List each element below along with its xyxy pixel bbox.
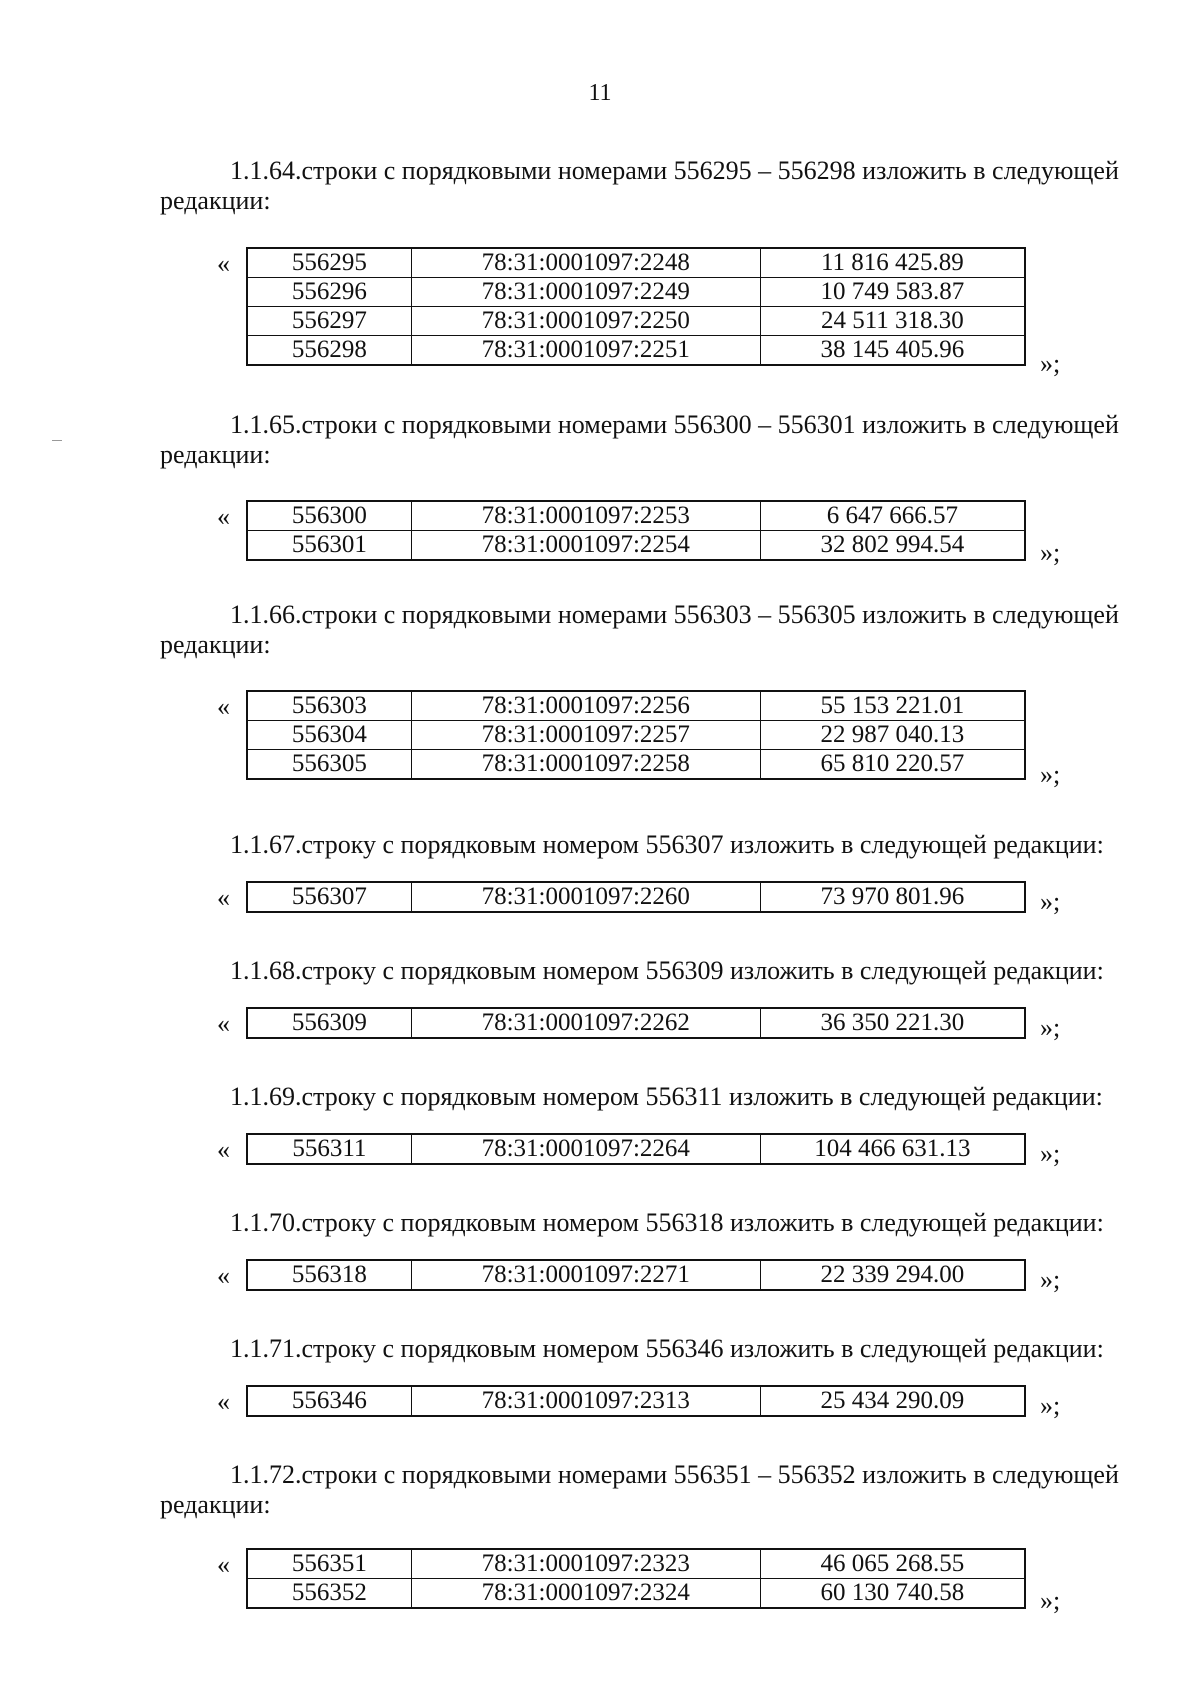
row-number-cell: 556297 [247,307,411,336]
clause-text: строку с порядковым номером 556318 изложить в следующей редакции: [301,1208,1104,1237]
value-cell: 6 647 666.57 [760,501,1025,531]
table-row [247,1134,1025,1164]
cadastral-number-cell: 78:31:0001097:2324 [411,1579,760,1609]
row-number-cell: 556318 [247,1260,411,1290]
clause-text-continued: редакции: [160,1490,271,1519]
quote-open: « [217,249,230,278]
quote-close: »; [1040,538,1061,567]
quote-open: « [217,1135,230,1164]
cadastral-number-cell: 78:31:0001097:2313 [411,1386,760,1416]
amendment-text [160,830,1142,860]
quote-close: »; [1040,1391,1061,1420]
value-cell: 22 987 040.13 [760,721,1025,750]
value-cell: 25 434 290.09 [760,1386,1025,1416]
replacement-rows-table [246,881,1026,913]
value-cell: 104 466 631.13 [760,1134,1025,1164]
value-cell: 38 145 405.96 [760,336,1025,366]
table-row [247,1008,1025,1038]
row-number-cell: 556300 [247,501,411,531]
quote-close: »; [1040,349,1061,378]
value-cell: 65 810 220.57 [760,750,1025,780]
clause-number: 1.1.67. [230,830,302,859]
amendment-text [160,1334,1142,1364]
cadastral-number-cell: 78:31:0001097:2253 [411,501,760,531]
value-cell: 10 749 583.87 [760,278,1025,307]
row-number-cell: 556298 [247,336,411,366]
cadastral-number-cell: 78:31:0001097:2250 [411,307,760,336]
table-row [247,750,1025,780]
amendment-text [160,956,1142,986]
clause-text: строку с порядковым номером 556346 изложить в следующей редакции: [301,1334,1104,1363]
replacement-rows-table [246,500,1026,561]
quote-open: « [217,1387,230,1416]
clause-text: строки с порядковыми номерами 556303 – 556305 изложить в следующей [301,600,1119,629]
replacement-rows-table [246,1548,1026,1609]
amendment-text [160,410,1142,470]
cadastral-number-cell: 78:31:0001097:2249 [411,278,760,307]
cadastral-number-cell: 78:31:0001097:2256 [411,691,760,721]
row-number-cell: 556303 [247,691,411,721]
table-row [247,248,1025,278]
quote-close: »; [1040,1139,1061,1168]
amendment-text [160,156,1142,216]
cadastral-number-cell: 78:31:0001097:2254 [411,531,760,561]
replacement-rows-table [246,1133,1026,1165]
row-number-cell: 556295 [247,248,411,278]
row-number-cell: 556301 [247,531,411,561]
cadastral-number-cell: 78:31:0001097:2323 [411,1549,760,1579]
quote-open: « [217,883,230,912]
clause-text: строку с порядковым номером 556309 изложить в следующей редакции: [301,956,1104,985]
quote-close: »; [1040,1013,1061,1042]
value-cell: 55 153 221.01 [760,691,1025,721]
table-row [247,501,1025,531]
cadastral-number-cell: 78:31:0001097:2262 [411,1008,760,1038]
row-number-cell: 556307 [247,882,411,912]
clause-number: 1.1.70. [230,1208,302,1237]
amendment-text [160,1208,1142,1238]
quote-open: « [217,502,230,531]
table-row [247,1260,1025,1290]
clause-text-continued: редакции: [160,440,271,469]
clause-text: строки с порядковыми номерами 556300 – 556301 изложить в следующей [301,410,1119,439]
quote-close: »; [1040,887,1061,916]
replacement-rows-table [246,1007,1026,1039]
cadastral-number-cell: 78:31:0001097:2257 [411,721,760,750]
amendment-text [160,1460,1142,1520]
amendment-text [160,600,1142,660]
row-number-cell: 556296 [247,278,411,307]
clause-text-continued: редакции: [160,186,271,215]
clause-text: строки с порядковыми номерами 556295 – 556298 изложить в следующей [301,156,1119,185]
cadastral-number-cell: 78:31:0001097:2264 [411,1134,760,1164]
cadastral-number-cell: 78:31:0001097:2271 [411,1260,760,1290]
clause-number: 1.1.69. [230,1082,302,1111]
value-cell: 22 339 294.00 [760,1260,1025,1290]
row-number-cell: 556351 [247,1549,411,1579]
value-cell: 60 130 740.58 [760,1579,1025,1609]
clause-number: 1.1.65. [230,410,302,439]
table-row [247,307,1025,336]
replacement-rows-table [246,247,1026,366]
row-number-cell: 556346 [247,1386,411,1416]
clause-number: 1.1.66. [230,600,302,629]
replacement-rows-table [246,690,1026,780]
row-number-cell: 556311 [247,1134,411,1164]
cadastral-number-cell: 78:31:0001097:2258 [411,750,760,780]
table-row [247,336,1025,366]
amendment-text [160,1082,1142,1112]
table-row [247,531,1025,561]
quote-close: »; [1040,760,1061,789]
row-number-cell: 556352 [247,1579,411,1609]
table-row [247,882,1025,912]
value-cell: 32 802 994.54 [760,531,1025,561]
clause-text-continued: редакции: [160,630,271,659]
table-row [247,278,1025,307]
cadastral-number-cell: 78:31:0001097:2248 [411,248,760,278]
clause-number: 1.1.64. [230,156,302,185]
clause-number: 1.1.72. [230,1460,302,1489]
quote-open: « [217,1261,230,1290]
value-cell: 46 065 268.55 [760,1549,1025,1579]
row-number-cell: 556304 [247,721,411,750]
quote-close: »; [1040,1265,1061,1294]
clause-text: строки с порядковыми номерами 556351 – 556352 изложить в следующей [301,1460,1119,1489]
cadastral-number-cell: 78:31:0001097:2251 [411,336,760,366]
quote-open: « [217,1550,230,1579]
clause-number: 1.1.68. [230,956,302,985]
quote-close: »; [1040,1586,1061,1615]
value-cell: 24 511 318.30 [760,307,1025,336]
replacement-rows-table [246,1259,1026,1291]
clause-text: строку с порядковым номером 556307 изложить в следующей редакции: [301,830,1104,859]
page-number: 11 [588,80,612,106]
table-row [247,691,1025,721]
table-row [247,1549,1025,1579]
cadastral-number-cell: 78:31:0001097:2260 [411,882,760,912]
value-cell: 11 816 425.89 [760,248,1025,278]
table-row [247,1386,1025,1416]
quote-open: « [217,692,230,721]
row-number-cell: 556309 [247,1008,411,1038]
value-cell: 73 970 801.96 [760,882,1025,912]
scan-mark [52,440,62,441]
table-row [247,1579,1025,1609]
replacement-rows-table [246,1385,1026,1417]
table-row [247,721,1025,750]
quote-open: « [217,1009,230,1038]
value-cell: 36 350 221.30 [760,1008,1025,1038]
row-number-cell: 556305 [247,750,411,780]
clause-number: 1.1.71. [230,1334,302,1363]
clause-text: строку с порядковым номером 556311 изложить в следующей редакции: [301,1082,1103,1111]
